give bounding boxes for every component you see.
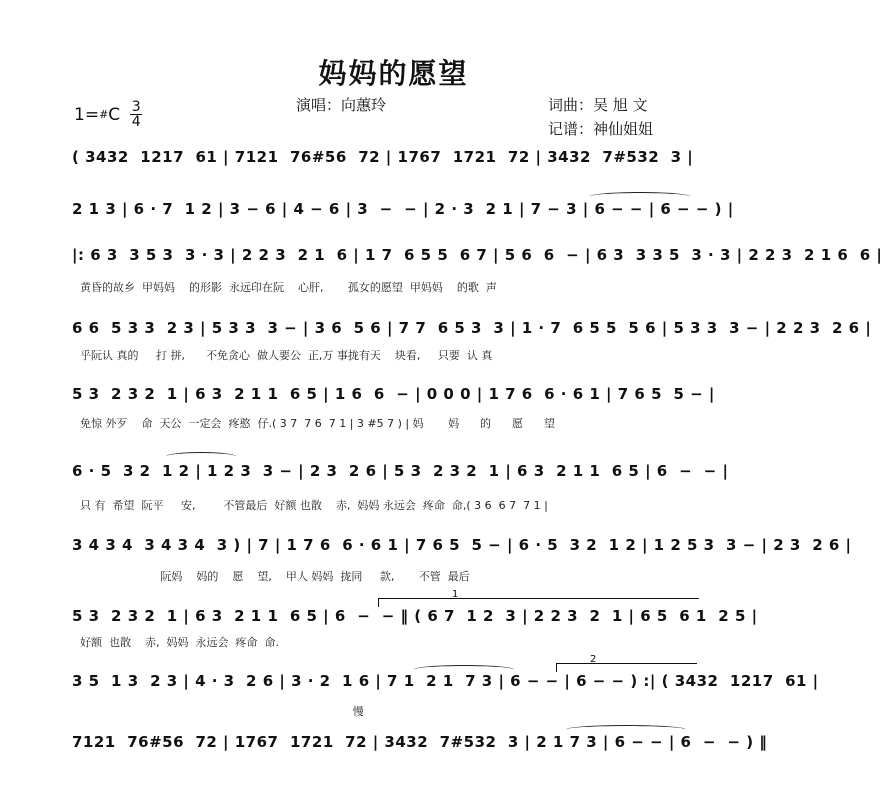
score-line-10: 7121 76#56 72 | 1767 1721 72 | 3432 7#532 3 | 2 1 7 3 | 6 − − | 6 − − ) ‖ [72, 733, 768, 751]
first-ending-label: 1 [452, 589, 459, 600]
lyricist-credit: 词曲：吴 旭 文 [548, 96, 648, 114]
score-line-3: |: 6 3 3 5 3 3 · 3 | 2 2 3 2 1 6 | 1 7 6 5 5 6 7 | 5 6 6 − | 6 3 3 3 5 3 · 3 | 2 2 3 2 1 6 6 | [72, 246, 882, 264]
score-line-1: ( 3432 1217 61 | 7121 76#56 72 | 1767 1721 72 | 3432 7#532 3 | [72, 148, 694, 166]
score-line-8: 5 3 2 3 2 1 | 6 3 2 1 1 6 5 | 6 − − ‖ ( 6 7 1 2 3 | 2 2 3 2 1 | 6 5 6 1 2 5 | [72, 607, 758, 625]
lyric-line-7: 阮妈 妈的 愿 望, 甲人 妈妈 拢同 款, 不管 最后 [80, 570, 470, 583]
lyric-line-4: 乎阮认 真的 打 拼, 不免贪心 做人要公 正,万 事拢有天 块看, 只要 认 真 [80, 349, 493, 362]
slur-mark [414, 665, 514, 674]
notater-credit: 记谱：神仙姐姐 [548, 120, 654, 138]
score-line-9: 3 5 1 3 2 3 | 4 · 3 2 6 | 3 · 2 1 6 | 7 1 2 1 7 3 | 6 − − | 6 − − ) :| ( 3432 1217 61 | [72, 672, 819, 690]
score-line-2: 2 1 3 | 6 · 7 1 2 | 3 − 6 | 4 − 6 | 3 − − | 2 · 3 2 1 | 7 − 3 | 6 − − | 6 − − ) | [72, 200, 734, 218]
lyric-line-8: 好额 也散 赤, 妈妈 永远会 疼命 命. [80, 636, 279, 649]
slur-mark [566, 725, 686, 734]
score-line-7: 3 4 3 4 3 4 3 4 3 ) | 7 | 1 7 6 6 · 6 1 | 7 6 5 5 − | 6 · 5 3 2 1 2 | 1 2 5 3 3 − | 2 3 2 6 | [72, 536, 852, 554]
slur-mark [166, 452, 236, 461]
second-ending-label: 2 [590, 654, 597, 665]
time-denominator: 4 [131, 114, 141, 130]
slur-mark [590, 192, 690, 201]
lyric-line-5: 免惊 外歹 命 天公 一定会 疼憨 仔.( 3 7 7 6 7 1 | 3 #5 7 ) | 妈 妈 的 愿 望 [80, 417, 556, 430]
key-label: 1= [74, 104, 100, 125]
time-signature [130, 100, 142, 129]
singer-credit: 演唱：向蕙玲 [296, 96, 387, 114]
lyric-line-3: 黄昏的故乡 甲妈妈 的形影 永远印在阮 心肝, 孤女的愿望 甲妈妈 的歌 声 [80, 281, 497, 294]
key-sharp: # [99, 108, 109, 121]
second-ending-bracket [556, 663, 697, 672]
lyric-line-9: 慢 [80, 705, 364, 718]
first-ending-bracket [378, 598, 699, 607]
score-line-5: 5 3 2 3 2 1 | 6 3 2 1 1 6 5 | 1 6 6 − | 0 0 0 | 1 7 6 6 · 6 1 | 7 6 5 5 − | [72, 385, 715, 403]
key-note: C [108, 104, 121, 125]
time-numerator: 3 [131, 99, 141, 115]
score-line-4: 6 6 5 3 3 2 3 | 5 3 3 3 − | 3 6 5 6 | 7 7 6 5 3 3 | 1 · 7 6 5 5 5 6 | 5 3 3 3 − | 2 2 3 2 6 | [72, 319, 872, 337]
song-title: 妈妈的愿望 [318, 57, 469, 90]
score-line-6: 6 · 5 3 2 1 2 | 1 2 3 3 − | 2 3 2 6 | 5 3 2 3 2 1 | 6 3 2 1 1 6 5 | 6 − − | [72, 462, 729, 480]
key-signature [74, 100, 142, 129]
lyric-line-6: 只 有 希望 阮平 安, 不管最后 好额 也散 赤, 妈妈 永远会 疼命 命,( 3 6 6 7 7 1 | [80, 499, 548, 512]
